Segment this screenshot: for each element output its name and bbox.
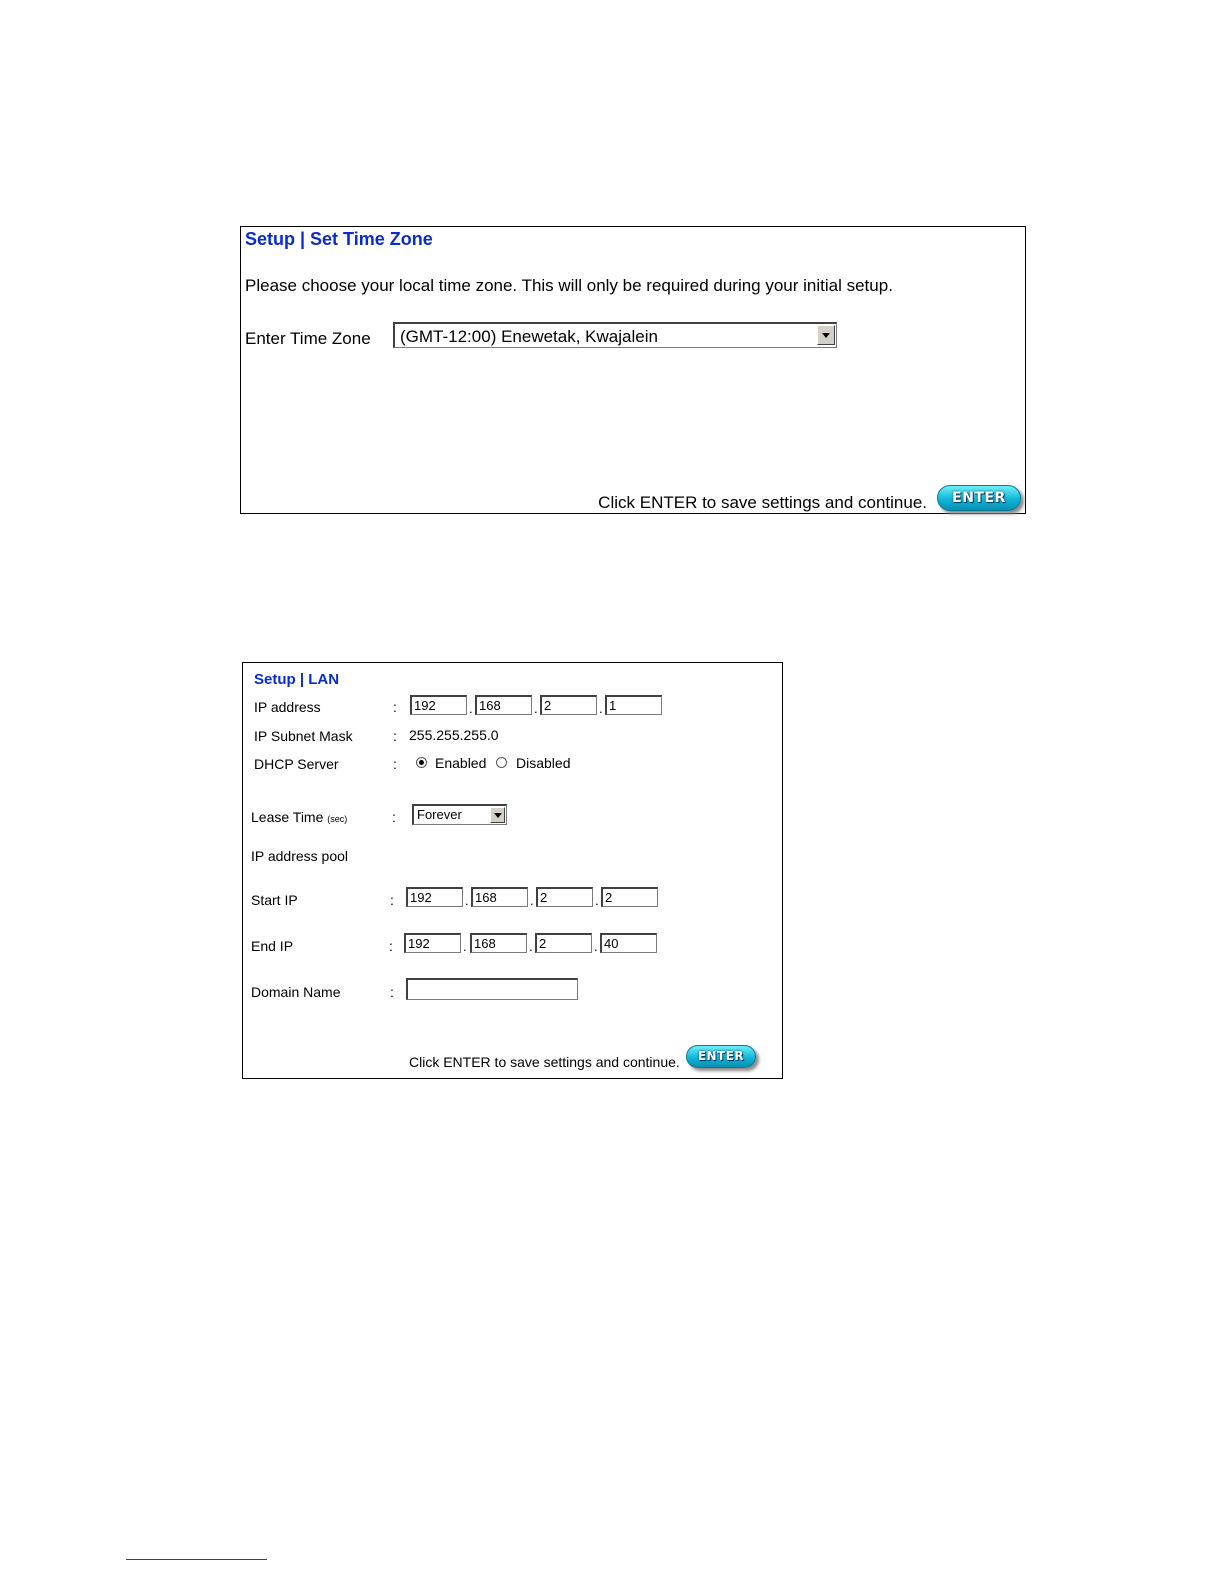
chevron-down-icon[interactable] xyxy=(490,807,505,823)
ip-pool-label: IP address pool xyxy=(251,848,349,864)
dot-separator: . xyxy=(530,893,534,908)
start-ip-octet-1[interactable]: 192 xyxy=(406,887,463,907)
ip-octet-4[interactable]: 1 xyxy=(605,695,662,715)
end-ip-octet-4[interactable]: 40 xyxy=(600,933,657,953)
footnote-rule xyxy=(126,1559,267,1560)
end-ip-label: End IP xyxy=(251,938,294,954)
chevron-down-icon[interactable] xyxy=(817,325,835,345)
lease-time-unit: (sec) xyxy=(327,814,348,824)
timezone-selected-value: (GMT-12:00) Enewetak, Kwajalein xyxy=(400,327,658,346)
dhcp-server-label: DHCP Server xyxy=(254,756,339,772)
timezone-footer-text: Click ENTER to save settings and continue. xyxy=(598,493,927,512)
end-ip-octet-3[interactable]: 2 xyxy=(535,933,592,953)
lan-footer-text: Click ENTER to save settings and continue. xyxy=(409,1054,680,1070)
colon: : xyxy=(393,756,397,772)
lan-enter-button[interactable]: ENTER xyxy=(686,1045,756,1068)
subnet-mask-value: 255.255.255.0 xyxy=(409,727,499,743)
ip-octet-2[interactable]: 168 xyxy=(475,695,532,715)
start-ip-octet-2[interactable]: 168 xyxy=(471,887,528,907)
ip-octet-1[interactable]: 192 xyxy=(410,695,467,715)
dot-separator: . xyxy=(469,701,473,716)
timezone-description: Please choose your local time zone. This will only be required during your initial setup. xyxy=(245,276,893,295)
dhcp-enabled-label: Enabled xyxy=(435,755,487,771)
colon: : xyxy=(389,938,393,954)
domain-name-input[interactable] xyxy=(406,978,578,1000)
dot-separator: . xyxy=(534,701,538,716)
dot-separator: . xyxy=(465,893,469,908)
timezone-select[interactable] xyxy=(393,322,837,348)
colon: : xyxy=(390,892,394,908)
lease-time-select[interactable] xyxy=(412,804,507,825)
end-ip-octet-1[interactable]: 192 xyxy=(404,933,461,953)
colon: : xyxy=(393,699,397,715)
dot-separator: . xyxy=(463,939,467,954)
dot-separator: . xyxy=(599,701,603,716)
ip-address-label: IP address xyxy=(254,699,321,715)
dhcp-enabled-radio[interactable] xyxy=(416,757,427,768)
lease-time-label xyxy=(251,809,347,825)
start-ip-octet-4[interactable]: 2 xyxy=(601,887,658,907)
timezone-panel xyxy=(240,226,1026,514)
lan-title: Setup | LAN xyxy=(254,671,340,688)
timezone-enter-button[interactable]: ENTER xyxy=(937,485,1021,511)
timezone-title: Setup | Set Time Zone xyxy=(245,229,433,249)
lease-time-selected-value: Forever xyxy=(417,807,462,822)
domain-name-label: Domain Name xyxy=(251,984,341,1000)
dot-separator: . xyxy=(529,939,533,954)
colon: : xyxy=(393,728,397,744)
start-ip-octet-3[interactable]: 2 xyxy=(536,887,593,907)
dot-separator: . xyxy=(595,893,599,908)
colon: : xyxy=(392,809,396,825)
lease-time-text: Lease Time xyxy=(251,809,324,825)
lan-panel xyxy=(242,662,783,1079)
colon: : xyxy=(390,984,394,1000)
timezone-label: Enter Time Zone xyxy=(245,329,371,348)
start-ip-label: Start IP xyxy=(251,892,298,908)
dhcp-disabled-label: Disabled xyxy=(516,755,571,771)
dhcp-disabled-radio[interactable] xyxy=(496,757,507,768)
subnet-mask-label: IP Subnet Mask xyxy=(254,728,353,744)
end-ip-octet-2[interactable]: 168 xyxy=(470,933,527,953)
ip-octet-3[interactable]: 2 xyxy=(540,695,597,715)
dot-separator: . xyxy=(594,939,598,954)
